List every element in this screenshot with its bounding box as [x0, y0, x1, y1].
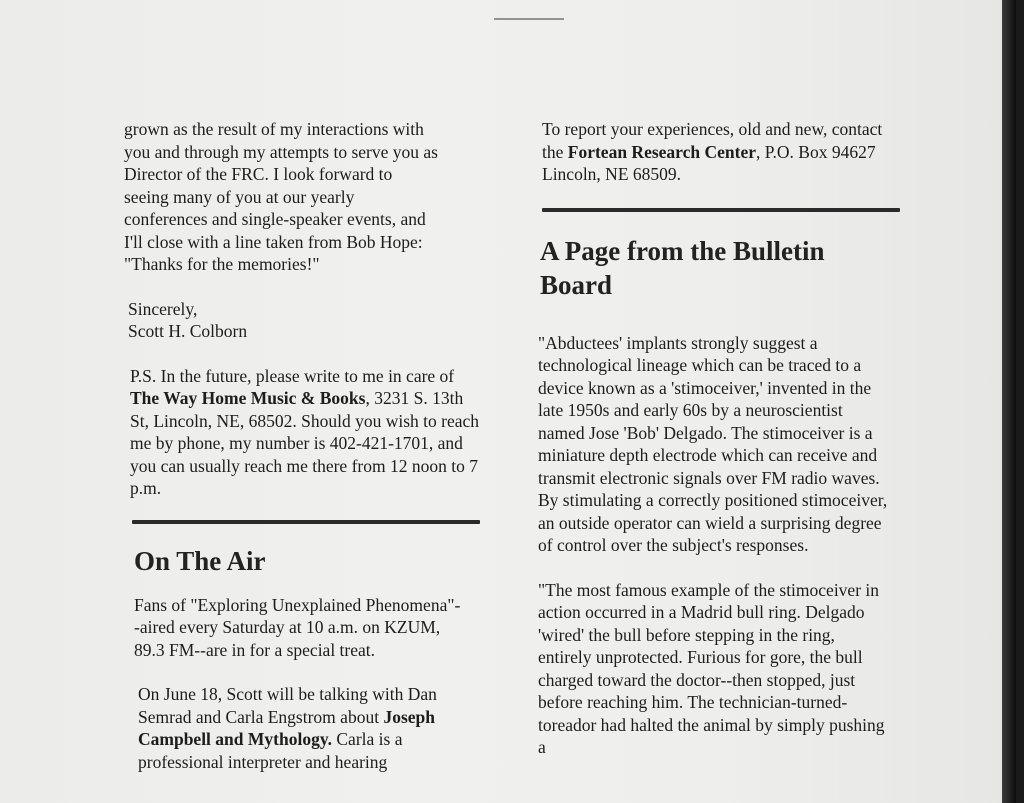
ps-paragraph — [130, 365, 485, 500]
ps-intro: P.S. In the future, please write to me in care of — [130, 365, 455, 386]
spacer — [124, 276, 494, 298]
spacer — [124, 343, 494, 365]
spacer — [124, 524, 494, 544]
quote-paragraph: "The most famous example of the stimoceiver in action occurred in a Madrid bull ring. Delgado 'wired' the bull before stepping in the ring, entirely unprotected. Furious for gore, the bull charged toward the doctor--then stopped, just before reaching him. The technician-turned-toreador had halted the animal by simply pushing a — [538, 579, 885, 757]
report-paragraph — [542, 118, 902, 186]
letter-line: Director of the FRC. I look forward to — [124, 164, 393, 184]
spacer — [124, 661, 494, 683]
letter-line: I'll close with a line taken from Bob Hope: — [124, 231, 423, 252]
letter-line: seeing many of you at our yearly — [124, 186, 355, 207]
letter-line: "Thanks for the memories!" — [124, 254, 320, 274]
spacer — [538, 186, 908, 208]
ps-rest: , 3231 S. 13th St, Lincoln, NE, 68502. Should you wish to reach me by phone, my number is 402-421-1701, and you can usually reach me there from 12 noon to 7 p.m. — [130, 388, 480, 498]
spacer — [538, 302, 908, 332]
closing: Sincerely, — [128, 298, 198, 319]
spacer — [538, 557, 908, 579]
quote-paragraph: "Abductees' implants strongly suggest a technological lineage which can be traced to a device known as a 'stimoceiver,' invented in the late 1950s and early 60s by a neuroscientist named Jose 'Bob' Delgado. The stimoceiver is a miniature depth electrode which can receive and transmit electronic signals over FM radio waves. By stimulating a correctly positioned stimoceiver, an outside operator can wield a surprising degree of control over the subject's responses. — [538, 332, 888, 555]
letter-line: grown as the result of my interactions with — [124, 119, 424, 139]
spacer — [538, 212, 908, 234]
june-topic: Joseph Campbell and Mythology. — [138, 706, 435, 749]
ps-store-name: The Way Home Music & Books — [130, 388, 366, 408]
june-paragraph — [138, 683, 468, 773]
right-column — [538, 118, 908, 759]
june-rest: Carla is a professional interpreter and hearing — [138, 729, 403, 772]
letter-text — [124, 118, 494, 276]
spacer — [124, 500, 494, 520]
section-title: A Page from the Bulletin Board — [540, 235, 825, 300]
section-title: On The Air — [134, 545, 266, 576]
letter-line: conferences and single-speaker events, and — [124, 209, 426, 229]
fans-paragraph: Fans of "Exploring Unexplained Phenomena"--aired every Saturday at 10 a.m. on KZUM, 89.3 FM--are in for a special treat. — [134, 594, 461, 660]
spacer — [124, 578, 494, 594]
report-rest: , P.O. Box 94627 Lincoln, NE 68509. — [542, 141, 876, 184]
report-org-name: Fortean Research Center — [567, 141, 756, 162]
june-intro: On June 18, Scott will be talking with Dan Semrad and Carla Engstrom about — [138, 684, 437, 727]
signature: Scott H. Colborn — [128, 321, 248, 341]
report-intro: To report your experiences, old and new, contact the — [542, 119, 883, 162]
left-column — [124, 118, 494, 773]
letter-line: you and through my attempts to serve you as — [124, 141, 438, 162]
page-edge-shadow — [1002, 0, 1016, 803]
staple-mark — [494, 18, 564, 26]
